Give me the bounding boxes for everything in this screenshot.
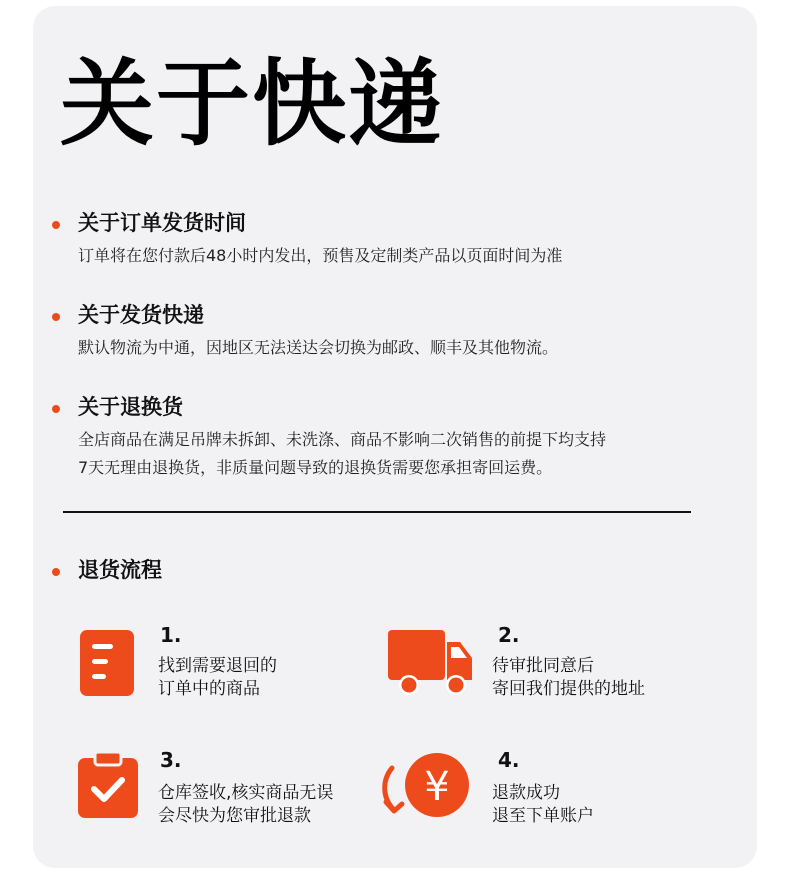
section-text-line: 7天无理由退换货，非质量问题导致的退换货需要您承担寄回运费。	[78, 458, 553, 477]
section-text-line: 全店商品在满足吊牌未拆卸、未洗涤、商品不影响二次销售的前提下均支持	[78, 430, 607, 449]
yuan-refund-icon	[380, 750, 470, 820]
step-text-line: 订单中的商品	[158, 679, 260, 699]
delivery-truck-icon	[388, 630, 472, 696]
section-text-line: 默认物流为中通，因地区无法送达会切换为邮政、顺丰及其他物流。	[78, 338, 559, 357]
document-list-icon	[80, 630, 134, 696]
page-title: 关于快递	[60, 50, 445, 159]
step-text-line: 退至下单账户	[492, 806, 594, 826]
section-heading-courier: 关于发货快递	[78, 303, 204, 327]
step-number: 4.	[498, 748, 520, 772]
step-description	[492, 782, 594, 828]
step-text-line: 待审批同意后	[492, 656, 594, 676]
bullet-dot	[52, 568, 60, 576]
svg-text:¥: ¥	[424, 764, 450, 810]
step-number: 3.	[160, 748, 182, 772]
bullet-dot	[52, 405, 60, 413]
divider	[63, 511, 691, 513]
step-description	[158, 655, 277, 701]
step-description	[492, 655, 645, 701]
section-body-courier	[78, 334, 690, 362]
step-text-line: 会尽快为您审批退款	[158, 806, 311, 826]
clipboard-check-icon	[78, 752, 138, 818]
section-heading-shipping-time: 关于订单发货时间	[78, 211, 246, 235]
section-text-line: 订单将在您付款后48小时内发出，预售及定制类产品以页面时间为准	[78, 246, 563, 265]
step-description	[158, 782, 333, 828]
step-number: 2.	[498, 623, 520, 647]
section-body-returns	[78, 426, 690, 482]
section-body-shipping-time	[78, 242, 690, 270]
step-number: 1.	[160, 623, 182, 647]
step-text-line: 仓库签收,核实商品无误	[158, 783, 334, 803]
bullet-dot	[52, 221, 60, 229]
step-text-line: 退款成功	[492, 783, 560, 803]
bullet-dot	[52, 313, 60, 321]
section-heading-returns: 关于退换货	[78, 395, 183, 419]
step-text-line: 找到需要退回的	[158, 656, 277, 676]
process-heading: 退货流程	[78, 558, 162, 582]
step-text-line: 寄回我们提供的地址	[492, 679, 645, 699]
